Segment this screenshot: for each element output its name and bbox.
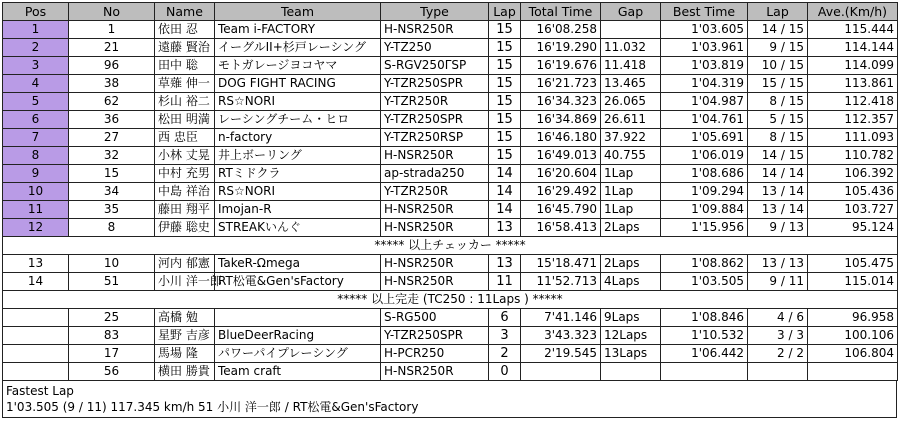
cell-bestlap: 14 / 14 [748, 165, 808, 183]
cell-name: 西 忠臣 [155, 129, 215, 147]
cell-bestlap: 4 / 6 [748, 309, 808, 327]
cell-laps: 0 [489, 363, 521, 381]
cell-bestlap: 14 / 15 [748, 21, 808, 39]
fastest-lap-box [2, 381, 897, 418]
cell-team: RS☆NORI [215, 93, 381, 111]
cell-bestlap: 13 / 13 [748, 255, 808, 273]
cell-ave: 96.958 [808, 309, 898, 327]
cell-total: 7'41.146 [521, 309, 601, 327]
cell-gap: 1Lap [601, 165, 661, 183]
cell-team: BlueDeerRacing [215, 327, 381, 345]
cell-pos: 4 [3, 75, 69, 93]
cell-laps: 2 [489, 345, 521, 363]
cell-total: 15'18.471 [521, 255, 601, 273]
cell-name: 小林 丈晃 [155, 147, 215, 165]
cell-pos: 9 [3, 165, 69, 183]
cell-ave: 103.727 [808, 201, 898, 219]
col-no: No [69, 3, 155, 21]
cell-no: 10 [69, 255, 155, 273]
cell-no: 8 [69, 219, 155, 237]
cell-bestlap: 13 / 14 [748, 201, 808, 219]
cell-total: 16'45.790 [521, 201, 601, 219]
cell-best: 1'06.019 [661, 147, 748, 165]
cell-total: 16'08.258 [521, 21, 601, 39]
cell-ave: 112.418 [808, 93, 898, 111]
cell-gap: 11.418 [601, 57, 661, 75]
cell-type: H-NSR250R [381, 363, 489, 381]
cell-team: Team i-FACTORY [215, 21, 381, 39]
table-row [3, 147, 898, 165]
fastest-lap-title: Fastest Lap [6, 384, 74, 398]
cell-name: 河内 郁憲 [155, 255, 215, 273]
table-row [3, 345, 898, 363]
cell-total: 16'21.723 [521, 75, 601, 93]
cell-gap: 2Laps [601, 255, 661, 273]
cell-total: 3'43.323 [521, 327, 601, 345]
cell-gap [601, 363, 661, 381]
cell-name: 中島 祥治 [155, 183, 215, 201]
cell-pos: 11 [3, 201, 69, 219]
table-row [3, 21, 898, 39]
cell-ave: 113.861 [808, 75, 898, 93]
cell-bestlap: 14 / 15 [748, 147, 808, 165]
table-row [3, 57, 898, 75]
cell-name: 中村 充男 [155, 165, 215, 183]
cell-type: H-NSR250R [381, 21, 489, 39]
cell-no: 1 [69, 21, 155, 39]
cell-best: 1'08.686 [661, 165, 748, 183]
cell-best: 1'10.532 [661, 327, 748, 345]
cell-total: 16'19.676 [521, 57, 601, 75]
cell-best: 1'05.691 [661, 129, 748, 147]
cell-laps: 6 [489, 309, 521, 327]
cell-name: 藤田 翔平 [155, 201, 215, 219]
cell-bestlap: 10 / 15 [748, 57, 808, 75]
cell-best: 1'04.319 [661, 75, 748, 93]
cell-type: S-RG500 [381, 309, 489, 327]
cell-gap [601, 21, 661, 39]
cell-bestlap: 9 / 13 [748, 219, 808, 237]
cell-gap: 4Laps [601, 273, 661, 291]
table-row [3, 39, 898, 57]
cell-type: Y-TZR250SPR [381, 111, 489, 129]
cell-no: 38 [69, 75, 155, 93]
cell-gap: 26.611 [601, 111, 661, 129]
cell-bestlap: 2 / 2 [748, 345, 808, 363]
cell-best: 1'03.505 [661, 273, 748, 291]
cell-no: 62 [69, 93, 155, 111]
cell-best: 1'04.987 [661, 93, 748, 111]
cell-pos [3, 327, 69, 345]
cell-ave: 105.436 [808, 183, 898, 201]
cell-type: S-RGV250ΓSP [381, 57, 489, 75]
cell-pos: 2 [3, 39, 69, 57]
cell-bestlap: 8 / 15 [748, 129, 808, 147]
cell-total: 16'20.604 [521, 165, 601, 183]
cell-ave: 106.804 [808, 345, 898, 363]
cell-best: 1'08.862 [661, 255, 748, 273]
cell-type: Y-TZ250 [381, 39, 489, 57]
cell-bestlap: 9 / 15 [748, 39, 808, 57]
cell-pos [3, 363, 69, 381]
cell-pos: 8 [3, 147, 69, 165]
cell-ave: 95.124 [808, 219, 898, 237]
cell-team: Imojan-R [215, 201, 381, 219]
cell-laps: 15 [489, 93, 521, 111]
cell-type: Y-TZR250RSP [381, 129, 489, 147]
col-team: Team [215, 3, 381, 21]
table-row [3, 363, 898, 381]
cell-ave: 114.099 [808, 57, 898, 75]
cell-bestlap [748, 363, 808, 381]
cell-pos: 5 [3, 93, 69, 111]
cell-team: レーシングチーム・ヒロ [215, 111, 381, 129]
cell-team: RTミドクラ [215, 165, 381, 183]
col-name: Name [155, 3, 215, 21]
table-row [3, 165, 898, 183]
cell-type: H-NSR250R [381, 147, 489, 165]
cell-bestlap: 9 / 11 [748, 273, 808, 291]
completion-note: ***** 以上完走 (TC250 : 11Laps ) ***** [3, 291, 898, 309]
cell-type: H-NSR250R [381, 219, 489, 237]
cell-team: RS☆NORI [215, 183, 381, 201]
cell-gap: 12Laps [601, 327, 661, 345]
cell-team: DOG FIGHT RACING [215, 75, 381, 93]
cell-pos: 3 [3, 57, 69, 75]
header-row [3, 3, 898, 21]
cell-laps: 15 [489, 39, 521, 57]
cell-total: 16'58.413 [521, 219, 601, 237]
cell-ave: 111.093 [808, 129, 898, 147]
cell-best: 1'09.294 [661, 183, 748, 201]
cell-team: Team craft [215, 363, 381, 381]
col-laps: Lap [489, 3, 521, 21]
table-row [3, 111, 898, 129]
cell-pos: 6 [3, 111, 69, 129]
cell-bestlap: 15 / 15 [748, 75, 808, 93]
cell-type: H-PCR250 [381, 345, 489, 363]
table-row [3, 255, 898, 273]
table-row [3, 327, 898, 345]
cell-ave: 115.444 [808, 21, 898, 39]
cell-laps: 15 [489, 129, 521, 147]
col-total-time: Total Time [521, 3, 601, 21]
cell-laps: 15 [489, 75, 521, 93]
cell-total: 2'19.545 [521, 345, 601, 363]
cell-no: 27 [69, 129, 155, 147]
cell-type: Y-TZR250SPR [381, 75, 489, 93]
cell-laps: 14 [489, 183, 521, 201]
cell-laps: 13 [489, 219, 521, 237]
cell-best: 1'06.442 [661, 345, 748, 363]
cell-laps: 14 [489, 201, 521, 219]
cell-pos [3, 309, 69, 327]
cell-best: 1'03.819 [661, 57, 748, 75]
cell-best [661, 363, 748, 381]
cell-pos: 13 [3, 255, 69, 273]
fastest-lap-detail: 1'03.505 (9 / 11) 117.345 km/h 51 小川 洋一郎 / RT松電&Gen'sFactory [6, 400, 419, 414]
table-row [3, 129, 898, 147]
cell-ave: 100.106 [808, 327, 898, 345]
cell-pos: 14 [3, 273, 69, 291]
cell-gap: 26.065 [601, 93, 661, 111]
cell-team: イーグルII+杉戸レーシング [215, 39, 381, 57]
cell-name: 伊藤 聡史 [155, 219, 215, 237]
cell-gap: 1Lap [601, 183, 661, 201]
table-row [3, 273, 898, 291]
table-row [3, 219, 898, 237]
cell-no: 56 [69, 363, 155, 381]
cell-gap: 13.465 [601, 75, 661, 93]
cell-team: RT松電&Gen'sFactory [215, 273, 381, 291]
results-sheet [2, 2, 897, 418]
cell-gap: 40.755 [601, 147, 661, 165]
cell-type: ap-strada250 [381, 165, 489, 183]
cell-no: 34 [69, 183, 155, 201]
cell-bestlap: 8 / 15 [748, 93, 808, 111]
cell-no: 15 [69, 165, 155, 183]
table-row [3, 201, 898, 219]
cell-laps: 3 [489, 327, 521, 345]
cell-ave [808, 363, 898, 381]
col-average-speed: Ave.(Km/h) [808, 3, 898, 21]
cell-pos: 10 [3, 183, 69, 201]
cell-bestlap: 3 / 3 [748, 327, 808, 345]
cell-team [215, 309, 381, 327]
cell-type: Y-TZR250R [381, 183, 489, 201]
cell-laps: 14 [489, 165, 521, 183]
checker-note-row [3, 237, 898, 255]
cell-best: 1'08.846 [661, 309, 748, 327]
cell-team: n-factory [215, 129, 381, 147]
cell-total: 16'29.492 [521, 183, 601, 201]
cell-pos: 12 [3, 219, 69, 237]
cell-pos: 7 [3, 129, 69, 147]
cell-best: 1'15.956 [661, 219, 748, 237]
cell-no: 96 [69, 57, 155, 75]
checker-note: ***** 以上チェッカー ***** [3, 237, 898, 255]
cell-laps: 15 [489, 111, 521, 129]
cell-team: TakeR-Ωmega [215, 255, 381, 273]
cell-name: 横田 勝貴 [155, 363, 215, 381]
cell-gap: 2Laps [601, 219, 661, 237]
cell-type: H-NSR250R [381, 273, 489, 291]
table-row [3, 75, 898, 93]
cell-ave: 106.392 [808, 165, 898, 183]
cell-ave: 115.014 [808, 273, 898, 291]
cell-laps: 15 [489, 21, 521, 39]
cell-no: 25 [69, 309, 155, 327]
cell-type: Y-TZR250R [381, 93, 489, 111]
cell-no: 36 [69, 111, 155, 129]
cell-name: 依田 忍 [155, 21, 215, 39]
cell-name: 杉山 裕二 [155, 93, 215, 111]
cell-type: H-NSR250R [381, 255, 489, 273]
completion-note-row [3, 291, 898, 309]
cell-no: 17 [69, 345, 155, 363]
cell-best: 1'04.761 [661, 111, 748, 129]
cell-gap: 9Laps [601, 309, 661, 327]
cell-bestlap: 5 / 15 [748, 111, 808, 129]
cell-pos [3, 345, 69, 363]
cell-gap: 37.922 [601, 129, 661, 147]
cell-best: 1'03.605 [661, 21, 748, 39]
col-pos: Pos [3, 3, 69, 21]
cell-team: 井上ボーリング [215, 147, 381, 165]
cell-name: 高橋 勉 [155, 309, 215, 327]
cell-ave: 114.144 [808, 39, 898, 57]
cell-pos: 1 [3, 21, 69, 39]
cell-ave: 105.475 [808, 255, 898, 273]
col-best-time: Best Time [661, 3, 748, 21]
cell-total: 16'46.180 [521, 129, 601, 147]
cell-team: STREAKいんぐ [215, 219, 381, 237]
cell-best: 1'09.884 [661, 201, 748, 219]
cell-name: 松田 明満 [155, 111, 215, 129]
cell-gap: 1Lap [601, 201, 661, 219]
cell-name: 草薙 伸一 [155, 75, 215, 93]
cell-gap: 13Laps [601, 345, 661, 363]
cell-name: 馬場 隆 [155, 345, 215, 363]
cell-ave: 112.357 [808, 111, 898, 129]
cell-total: 16'34.323 [521, 93, 601, 111]
cell-ave: 110.782 [808, 147, 898, 165]
cell-bestlap: 13 / 14 [748, 183, 808, 201]
table-row [3, 93, 898, 111]
cell-team: モトガレージヨコヤマ [215, 57, 381, 75]
cell-no: 32 [69, 147, 155, 165]
cell-laps: 15 [489, 57, 521, 75]
cell-type: H-NSR250R [381, 201, 489, 219]
results-table [2, 2, 898, 381]
cell-no: 21 [69, 39, 155, 57]
table-row [3, 183, 898, 201]
cell-type: Y-TZR250SPR [381, 327, 489, 345]
cell-total: 16'19.290 [521, 39, 601, 57]
cell-name: 小川 洋一郎 [155, 273, 215, 291]
cell-name: 遠藤 賢治 [155, 39, 215, 57]
cell-laps: 15 [489, 147, 521, 165]
col-type: Type [381, 3, 489, 21]
cell-name: 田中 聡 [155, 57, 215, 75]
cell-no: 35 [69, 201, 155, 219]
cell-laps: 11 [489, 273, 521, 291]
cell-best: 1'03.961 [661, 39, 748, 57]
cell-no: 51 [69, 273, 155, 291]
cell-no: 83 [69, 327, 155, 345]
cell-gap: 11.032 [601, 39, 661, 57]
cell-name: 星野 吉彦 [155, 327, 215, 345]
table-row [3, 309, 898, 327]
cell-total [521, 363, 601, 381]
cell-laps: 13 [489, 255, 521, 273]
cell-total: 16'49.013 [521, 147, 601, 165]
col-best-lap: Lap [748, 3, 808, 21]
cell-total: 11'52.713 [521, 273, 601, 291]
cell-team: パワーパイプレーシング [215, 345, 381, 363]
cell-total: 16'34.869 [521, 111, 601, 129]
col-gap: Gap [601, 3, 661, 21]
